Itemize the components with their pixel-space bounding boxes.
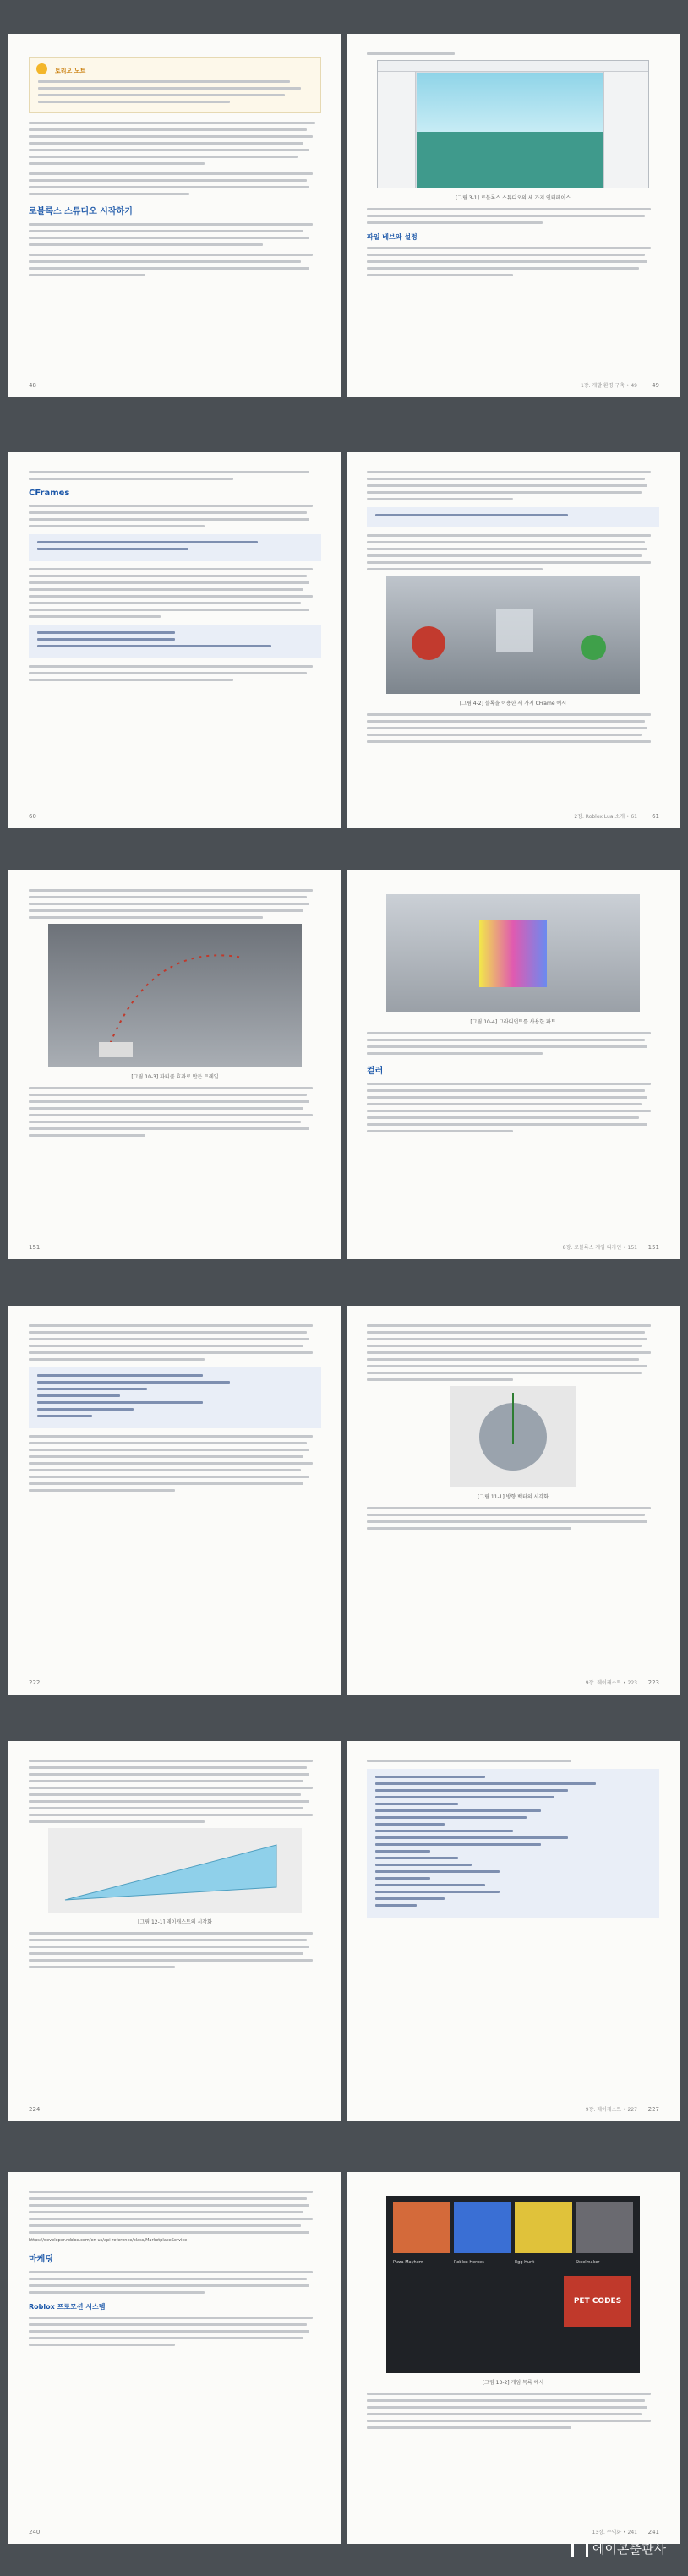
section-heading: 마케팅: [29, 2255, 53, 2264]
trail-svg: [48, 924, 302, 1067]
running-head: 1장. 개발 환경 구축 • 49: [580, 383, 637, 389]
spread-3: [8, 870, 680, 1259]
page-number: 227: [647, 2106, 659, 2113]
logo-mark-icon: [571, 2543, 588, 2557]
page-number: 151: [29, 1244, 41, 1251]
page-number: 222: [29, 1679, 41, 1686]
page-241: [347, 2172, 680, 2544]
page-number: 224: [29, 2106, 41, 2113]
pet-codes-tile: PET CODES: [564, 2276, 631, 2327]
spread-4: [8, 1306, 680, 1695]
publisher-logo: [571, 2540, 666, 2557]
running-head: 2장. Roblox Lua 소개 • 61: [574, 814, 637, 820]
code-block: [29, 534, 321, 561]
page-49: [347, 34, 680, 397]
thumb-title: Egg Hunt: [515, 2260, 535, 2265]
page-48: [8, 34, 341, 397]
figure-caption: [그림 10-4] 그라디언트를 사용한 파트: [470, 1019, 556, 1025]
gradient-figure: [386, 894, 640, 1012]
page-number: 61: [652, 813, 659, 820]
code-block: [29, 1367, 321, 1428]
thumb-title: Steelmaker: [576, 2260, 600, 2265]
page-number: 60: [29, 813, 36, 820]
tip-box: [29, 57, 321, 113]
spread-2: [8, 452, 680, 828]
subsection-heading: 파일 베브와 설정: [367, 233, 418, 241]
figure-caption: [그림 3-1] 로블록스 스튜디오의 세 가지 인터페이스: [455, 195, 571, 201]
thumb-title: Pizza Mayhem: [393, 2260, 423, 2265]
subsection-heading: Roblox 프로모션 시스템: [29, 2303, 106, 2311]
page-227: [347, 1741, 680, 2121]
running-head: 8장. 로블록스 게임 디자인 • 151: [562, 1245, 637, 1251]
page-number: 223: [647, 1679, 659, 1686]
page-240: [8, 2172, 341, 2544]
page-number: 151: [647, 1244, 659, 1251]
page-number: 240: [29, 2529, 41, 2535]
code-block: [29, 625, 321, 658]
lightbulb-icon: [36, 63, 47, 74]
thumb-title: Roblox Heroes: [454, 2260, 484, 2265]
page-number: 49: [652, 382, 659, 389]
code-block: [367, 507, 659, 527]
code-block: [367, 1769, 659, 1918]
game-list-figure: [386, 2196, 640, 2373]
raycast-figure: [48, 1828, 302, 1913]
cframe-figure: [386, 576, 640, 694]
cone-svg: [48, 1828, 302, 1913]
figure-caption: [그림 10-3] 파티클 효과로 만든 트레일: [131, 1074, 219, 1080]
spread-5: [8, 1741, 680, 2121]
running-head: 9장. 레이캐스트 • 227: [585, 2107, 637, 2113]
running-head: 9장. 레이캐스트 • 223: [585, 1680, 637, 1686]
reference-url[interactable]: https://developer.roblox.com/en-us/api-reference/class/MarketplaceService: [29, 2238, 188, 2243]
tip-title: 토리오 노트: [55, 68, 86, 74]
running-head: 13장. 수익화 • 241: [592, 2530, 637, 2535]
figure-caption: [그림 11-1] 방향 벡터의 시각화: [478, 1494, 549, 1500]
page-number: 241: [647, 2529, 659, 2535]
page-number: 48: [29, 382, 36, 389]
spread-1: [8, 34, 680, 397]
page-224: [8, 1741, 341, 2121]
figure-caption: [그림 13-2] 게임 목록 예시: [482, 2380, 544, 2386]
page-222: [8, 1306, 341, 1695]
vector-figure: [450, 1386, 576, 1487]
figure-caption: [그림 4-2] 블록을 이용한 세 가지 CFrame 예시: [459, 701, 567, 707]
page-61: [347, 452, 680, 828]
section-heading: 로블록스 스튜디오 시작하기: [29, 207, 133, 216]
section-heading: CFrames: [29, 488, 70, 498]
section-heading: 컬러: [367, 1067, 384, 1076]
page-151-left: [8, 870, 341, 1259]
publisher-name: 에이콘출판사: [592, 2541, 666, 2557]
particle-trail-figure: [48, 924, 302, 1067]
figure-caption: [그림 12-1] 레이캐스트의 시각화: [138, 1919, 212, 1925]
spread-6: [8, 2172, 680, 2544]
page-151-right: [347, 870, 680, 1259]
page-60: [8, 452, 341, 828]
page-223: [347, 1306, 680, 1695]
studio-screenshot-figure: [377, 60, 649, 188]
